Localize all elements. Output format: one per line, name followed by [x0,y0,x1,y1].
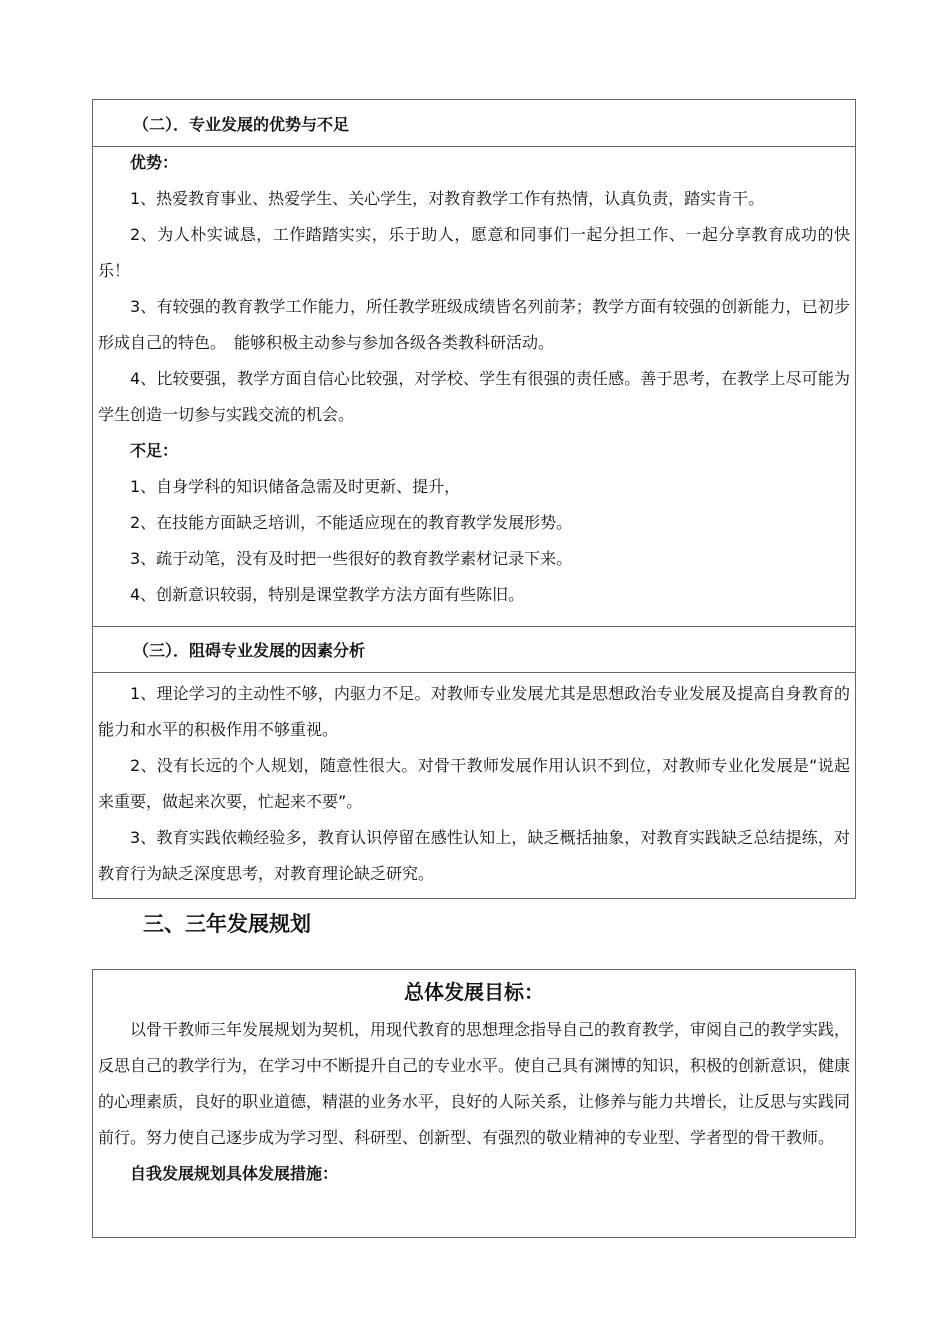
factor-item: 3、教育实践依赖经验多，教育认识停留在感性认知上，缺乏概括抽象，对教育实践缺乏总结提练，对教育行为缺乏深度思考，对教育理论缺乏研究。 [98,828,850,883]
section-2-title: （二）．专业发展的优势与不足 [133,115,350,134]
strength-item: 2、为人朴实诚恳，工作踏踏实实，乐于助人，愿意和同事们一起分担工作、一起分享教育成功的快乐！ [98,225,850,280]
section-2-header [92,99,856,147]
goal-text: 以骨干教师三年发展规划为契机，用现代教育的思想理念指导自己的教育教学，审阅自己的教学实践，反思自己的教学行为，在学习中不断提升自己的专业水平。使自己具有渊博的知识，积极的创新意识，健康的心理素质，良好的职业道德，精湛的业务水平，良好的人际关系，让修养与能力共增长，让反思与实践同前行。努力使自己逐步成为学习型、科研型、创新型、有强烈的敬业精神的专业型、学者型的骨干教师。 [98,1020,851,1147]
goal-content [98,972,850,1192]
strength-item: 4、比较要强，教学方面自信心比较强，对学校、学生有很强的责任感。善于思考，在教学上尽可能为学生创造一切参与实践交流的机会。 [98,369,850,424]
strengths-label: 优势： [130,153,179,172]
weakness-item: 3、疏于动笔，没有及时把一些很好的教育教学素材记录下来。 [130,549,573,568]
plan-heading: 三、三年发展规划 [143,912,311,936]
section-3-title: （三）．阻碍专业发展的因素分析 [133,641,366,660]
weakness-item: 2、在技能方面缺乏培训，不能适应现在的教育教学发展形势。 [130,513,573,532]
measures-label: 自我发展规划具体发展措施： [130,1164,339,1183]
weakness-item: 1、自身学科的知识储备急需及时更新、提升， [130,477,461,496]
strength-item: 1、热爱教育事业、热爱学生、关心学生，对教育教学工作有热情，认真负责，踏实肯干。 [130,189,765,208]
section-2-content [98,145,850,613]
section-3-content [98,676,850,892]
strength-item: 3、有较强的教育教学工作能力，所任教学班级成绩皆名列前茅；教学方面有较强的创新能力，已初步形成自己的特色。 能够积极主动参与参加各级各类教科研活动。 [98,297,850,352]
goal-title: 总体发展目标： [404,980,544,1004]
weakness-item: 4、创新意识较弱，特别是课堂教学方法方面有些陈旧。 [130,585,525,604]
factor-item: 2、没有长远的个人规划，随意性很大。对骨干教师发展作用认识不到位，对教师专业化发展是“说起来重要，做起来次要，忙起来不要”。 [98,756,850,811]
factor-item: 1、理论学习的主动性不够，内驱力不足。对教师专业发展尤其是思想政治专业发展及提高自身教育的能力和水平的积极作用不够重视。 [98,684,850,739]
section-3-header [92,626,856,673]
weaknesses-label: 不足： [130,441,179,460]
